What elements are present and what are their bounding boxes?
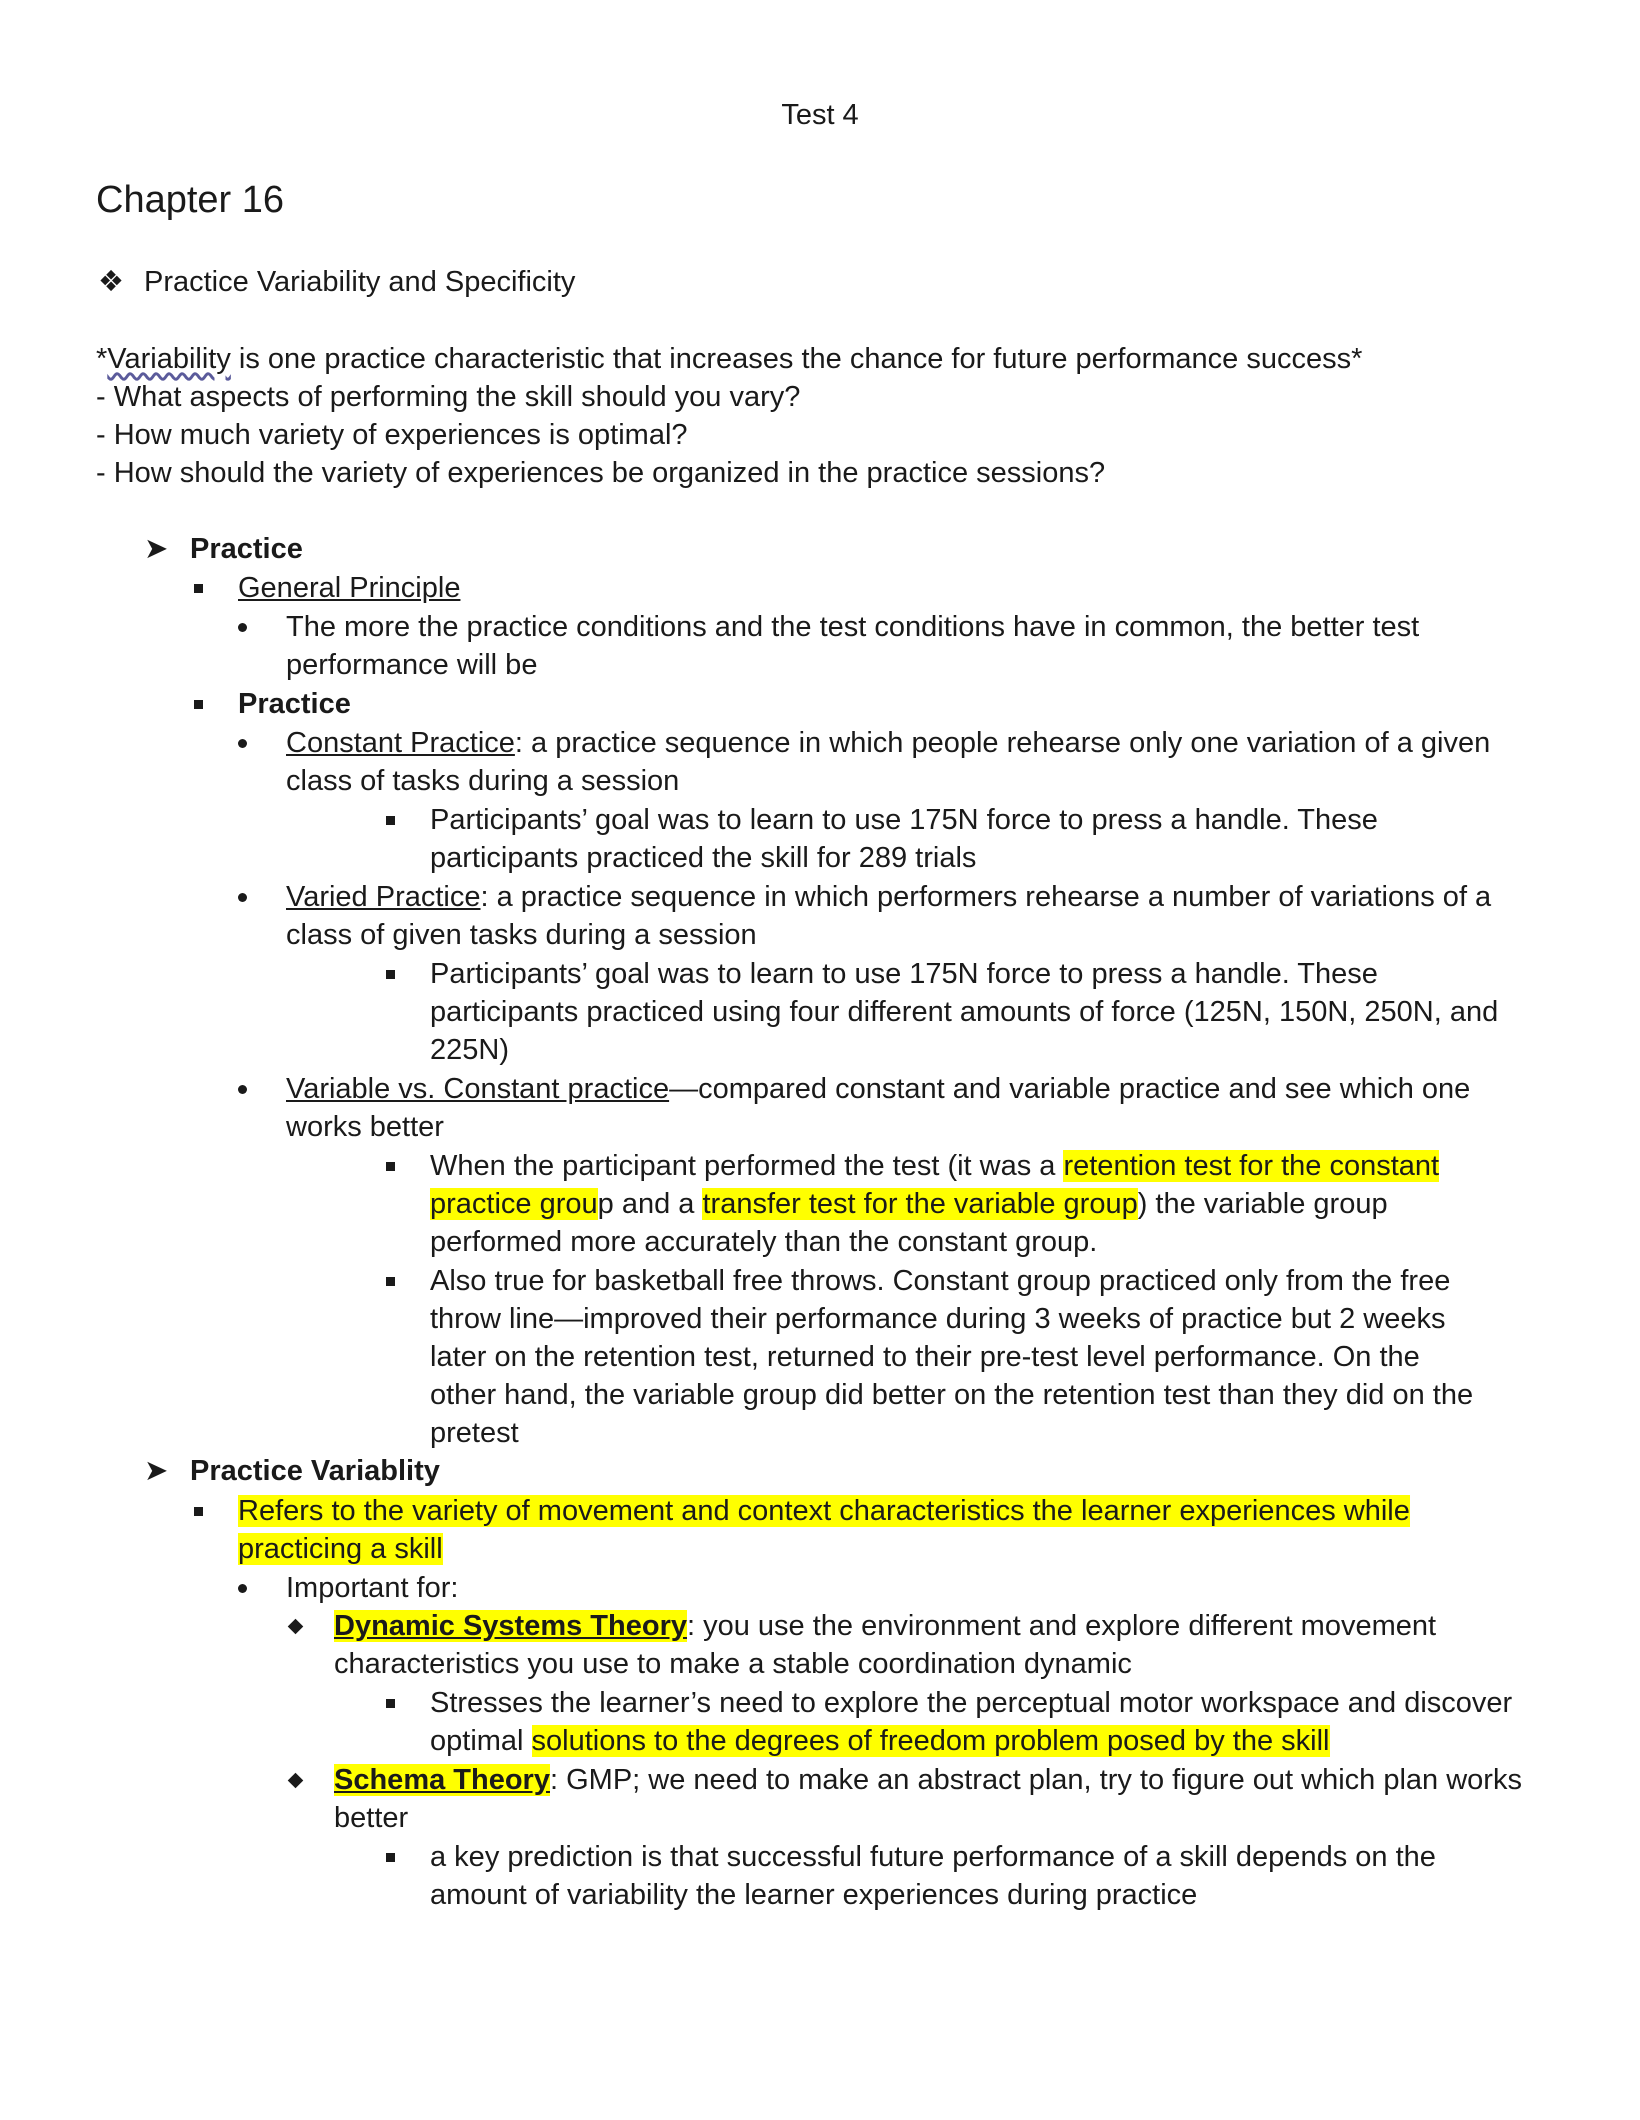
square-bullet-icon [386,816,395,825]
general-principle-label: General Principle [238,572,461,604]
diamond-bullet-icon [288,1619,304,1635]
varied-def-line-1 [286,878,1491,916]
result-line-1 [430,1147,1439,1185]
dst-1: : you use the environment and explore different movement [686,1610,1437,1642]
variability-def-2-highlight: practicing a skill [238,1533,443,1565]
varied-example-3: 225N) [430,1034,509,1066]
constant-example-2: participants practiced the skill for 289 trials [430,842,977,874]
intro-term: Variability [107,343,231,375]
schema-1: : GMP; we need to make an abstract plan, try to figure out which plan works [549,1764,1522,1796]
question-2: - How much variety of experiences is optimal? [96,419,688,451]
section-title: Practice Variability and Specificity [144,266,576,298]
arrow-bullet-icon: ➤ [144,1455,169,1487]
constant-example-1: Participants’ goal was to learn to use 175N force to press a handle. These [430,804,1378,836]
principle-text-1: The more the practice conditions and the test conditions have in common, the better test [286,611,1420,643]
principle-text-2: performance will be [286,649,538,681]
constant-def-2: class of tasks during a session [286,765,680,797]
varied-example-2: participants practiced using four different amounts of force (125N, 150N, 250N, and [430,996,1499,1028]
dst-term: Dynamic Systems Theory [334,1610,687,1642]
dst-ex-2b-highlight: solutions to the degrees of freedom problem posed by the skill [531,1725,1330,1757]
schema-line-2: better [334,1802,409,1834]
intro-line [96,340,1362,378]
dst-line-2: characteristics you use to make a stable coordination dynamic [334,1648,1132,1680]
square-bullet-icon [386,1162,395,1171]
dst-example-line-2 [430,1722,1330,1760]
square-bullet-icon [386,970,395,979]
result-1a: When the participant performed the test (it was a [430,1150,1064,1182]
square-bullet-icon [386,1699,395,1708]
dst-ex-2a: optimal [430,1725,532,1757]
result-1b-highlight: retention test for the constant [1063,1150,1440,1182]
basketball-line-4: other hand, the variable group did better on the retention test than they did on the [430,1379,1474,1411]
result-line-2 [430,1185,1388,1223]
variable-vs-constant-term: Variable vs. Constant practice [286,1073,670,1105]
varied-def-2: class of given tasks during a session [286,919,757,951]
diamond-bullet-icon [288,1773,304,1789]
question-3: - How should the variety of experiences be organized in the practice sessions? [96,457,1106,489]
square-bullet-icon [194,584,203,593]
result-2a-highlight: practice grou [430,1188,598,1220]
constant-def-line-1 [286,724,1490,762]
basketball-line-3: later on the retention test, returned to their pre-test level performance. On the [430,1341,1420,1373]
variability-def-1-highlight: Refers to the variety of movement and context characteristics the learner experiences while [238,1495,1410,1527]
variability-def-line-2 [238,1530,443,1568]
varied-practice-term: Varied Practice [286,881,481,913]
practice-heading: Practice [190,533,303,565]
variability-heading: Practice Variablity [190,1455,440,1487]
chapter-heading: Chapter 16 [96,179,285,221]
round-bullet-icon [238,1085,247,1094]
round-bullet-icon [238,739,247,748]
practice-subheading: Practice [238,688,351,720]
vs-def-2: works better [286,1111,444,1143]
intro-rest: is one practice characteristic that increases the chance for future performance success* [230,343,1363,375]
schema-line-1 [334,1761,1522,1799]
schema-example-1: a key prediction is that successful future performance of a skill depends on the [430,1841,1436,1873]
result-2c-highlight: transfer test for the variable group [702,1188,1138,1220]
round-bullet-icon [238,893,247,902]
constant-def-1: : a practice sequence in which people rehearse only one variation of a given [514,727,1491,759]
basketball-line-1: Also true for basketball free throws. Constant group practiced only from the free [430,1265,1451,1297]
round-bullet-icon [238,1584,247,1593]
square-bullet-icon [386,1277,395,1286]
square-bullet-icon [386,1853,395,1862]
vs-def-1: —compared constant and variable practice and see which one [669,1073,1471,1105]
question-1: - What aspects of performing the skill should you vary? [96,381,801,413]
basketball-line-2: throw line—improved their performance during 3 weeks of practice but 2 weeks [430,1303,1446,1335]
variability-def-line-1 [238,1492,1410,1530]
round-bullet-icon [238,623,247,632]
constant-practice-term: Constant Practice [286,727,515,759]
result-2d: ) the variable group [1137,1188,1388,1220]
square-bullet-icon [194,700,203,709]
four-diamond-bullet-icon: ❖ [98,266,124,298]
basketball-line-5: pretest [430,1417,519,1449]
arrow-bullet-icon: ➤ [144,533,169,565]
square-bullet-icon [194,1507,203,1516]
vs-def-line-1 [286,1070,1470,1108]
varied-example-1: Participants’ goal was to learn to use 175N force to press a handle. These [430,958,1378,990]
page-header: Test 4 [781,99,859,131]
result-line-3: performed more accurately than the constant group. [430,1226,1098,1258]
schema-term: Schema Theory [334,1764,550,1796]
dst-example-1: Stresses the learner’s need to explore the perceptual motor workspace and discover [430,1687,1513,1719]
result-2b: p and a [597,1188,703,1220]
intro-open: * [96,343,108,375]
varied-def-1: : a practice sequence in which performers rehearse a number of variations of a [480,881,1492,913]
schema-example-2: amount of variability the learner experiences during practice [430,1879,1198,1911]
dst-line-1 [334,1607,1436,1645]
important-for: Important for: [286,1572,459,1604]
